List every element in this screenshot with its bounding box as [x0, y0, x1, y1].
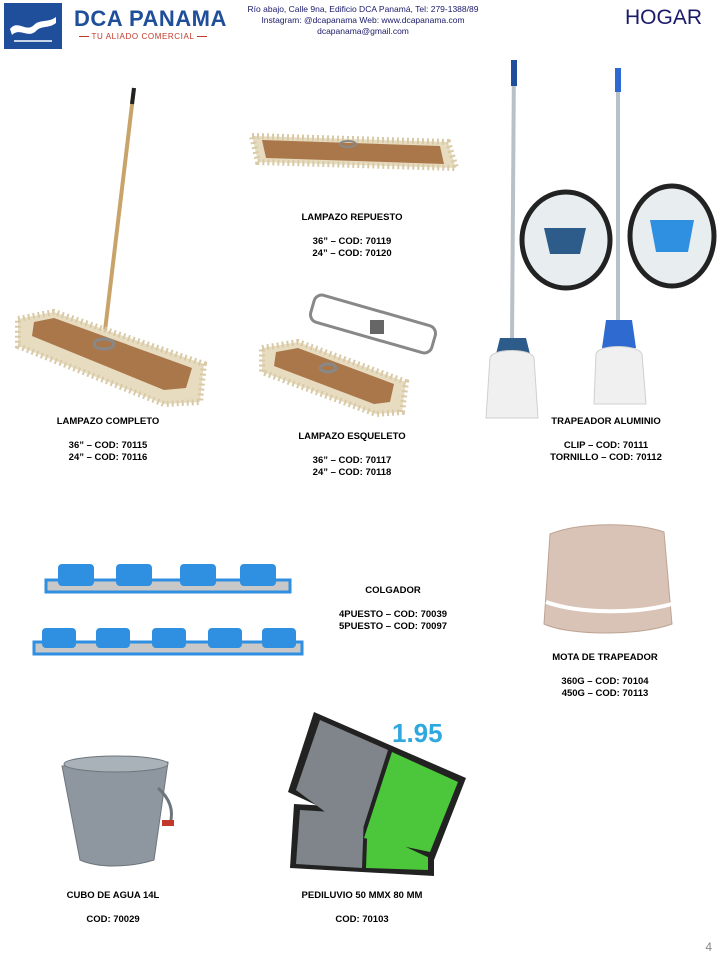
product-lampazo-esqueleto	[278, 431, 426, 479]
bucket-image	[58, 752, 178, 870]
product-code: 24” – COD: 70120	[312, 248, 392, 259]
product-code: 24” – COD: 70118	[312, 467, 392, 478]
product-code: 36” – COD: 70115	[68, 440, 148, 451]
product-lampazo-completo	[38, 416, 178, 464]
product-code: 450G – COD: 70113	[561, 688, 649, 699]
product-trapeador-aluminio	[526, 416, 686, 464]
panama-flag-logo-icon	[4, 3, 62, 49]
product-pediluvio	[280, 890, 444, 926]
product-code: 360G – COD: 70104	[561, 676, 649, 687]
product-name: MOTA DE TRAPEADOR	[552, 652, 658, 663]
product-code: TORNILLO – COD: 70112	[550, 452, 662, 463]
product-mota-trapeador	[530, 652, 680, 700]
product-code: COD: 70029	[86, 914, 140, 925]
product-name: PEDILUVIO 50 MMX 80 MM	[301, 890, 423, 901]
product-code: 5PUESTO – COD: 70097	[338, 621, 448, 632]
dust-mop-skeleton-image	[258, 304, 442, 416]
section-title: HOGAR	[624, 6, 702, 29]
contact-social: Instagram: @dcapanama Web: www.dcapanama.com	[261, 15, 465, 25]
product-name: LAMPAZO ESQUELETO	[298, 431, 406, 442]
price-tag: 1.95	[392, 718, 443, 748]
hanger-rack-image	[30, 558, 306, 666]
brand-name: DCA PANAMA	[74, 6, 227, 31]
brand-tagline: TU ALIADO COMERCIAL	[74, 32, 212, 41]
product-lampazo-repuesto	[282, 212, 422, 260]
product-name: CUBO DE AGUA 14L	[66, 890, 160, 901]
mop-head-image	[540, 524, 676, 636]
product-code: 24” – COD: 70116	[68, 452, 148, 463]
product-code: 36” – COD: 70117	[312, 455, 392, 466]
product-name: COLGADOR	[365, 585, 421, 596]
dust-mop-complete-image	[14, 84, 210, 404]
product-colgador	[318, 585, 468, 633]
doormat-image	[284, 708, 468, 880]
dust-mop-refill-image	[248, 128, 460, 184]
product-code: 4PUESTO – COD: 70039	[338, 609, 448, 620]
product-name: LAMPAZO COMPLETO	[56, 416, 160, 427]
product-code: CLIP – COD: 70111	[563, 440, 649, 451]
product-name: LAMPAZO REPUESTO	[301, 212, 403, 223]
product-cubo-agua	[48, 890, 178, 926]
contact-block	[228, 4, 498, 37]
contact-address: Río abajo, Calle 9na, Edificio DCA Panamá, Tel: 279-1388/89	[247, 4, 479, 14]
product-code: COD: 70103	[335, 914, 389, 925]
product-code: 36” – COD: 70119	[312, 236, 392, 247]
wet-mop-aluminum-image	[482, 58, 718, 424]
page-number: 4	[705, 940, 712, 954]
product-name: TRAPEADOR ALUMINIO	[551, 416, 661, 427]
contact-email: dcapanama@gmail.com	[317, 26, 409, 36]
